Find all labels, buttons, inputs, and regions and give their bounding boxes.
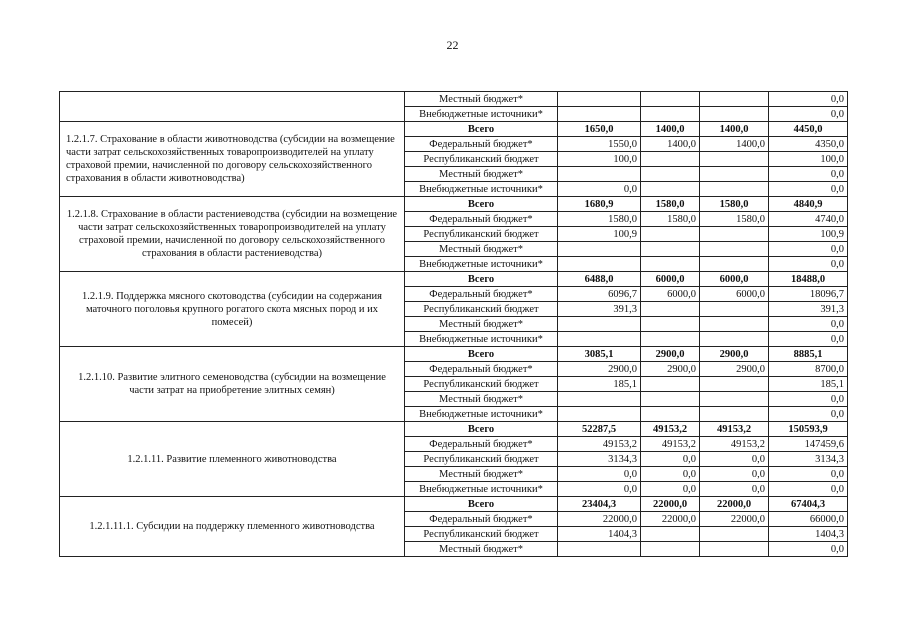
value-cell-col1: 1580,0 bbox=[558, 212, 641, 227]
table-row bbox=[60, 497, 848, 512]
value-cell-col1 bbox=[558, 107, 641, 122]
funding-source-cell: Местный бюджет* bbox=[405, 467, 558, 482]
value-cell-col3: 1400,0 bbox=[700, 137, 769, 152]
funding-source-cell: Всего bbox=[405, 347, 558, 362]
measure-description bbox=[60, 92, 405, 122]
value-cell-col3: 6000,0 bbox=[700, 287, 769, 302]
value-cell-col3 bbox=[700, 377, 769, 392]
value-cell-col2 bbox=[641, 527, 700, 542]
total-value-cell: 0,0 bbox=[769, 182, 848, 197]
value-cell-col2 bbox=[641, 227, 700, 242]
total-value-cell: 8700,0 bbox=[769, 362, 848, 377]
value-cell-col1 bbox=[558, 257, 641, 272]
table-row bbox=[60, 272, 848, 287]
total-value-cell: 0,0 bbox=[769, 542, 848, 557]
value-cell-col3: 0,0 bbox=[700, 467, 769, 482]
value-cell-col2 bbox=[641, 152, 700, 167]
value-cell-col1: 6488,0 bbox=[558, 272, 641, 287]
value-cell-col2 bbox=[641, 392, 700, 407]
value-cell-col2: 22000,0 bbox=[641, 512, 700, 527]
total-value-cell: 4450,0 bbox=[769, 122, 848, 137]
total-value-cell: 66000,0 bbox=[769, 512, 848, 527]
value-cell-col1: 0,0 bbox=[558, 482, 641, 497]
measure-description: 1.2.1.9. Поддержка мясного скотоводства (субсидии на содержания маточного поголовья крупного рогатого скота мясных пород и их помесей) bbox=[60, 272, 405, 347]
measure-description: 1.2.1.10. Развитие элитного семеноводства (субсидии на возмещение части затрат на приобретение элитных семян) bbox=[60, 347, 405, 422]
value-cell-col1: 391,3 bbox=[558, 302, 641, 317]
measure-description: 1.2.1.7. Страхование в области животноводства (субсидии на возмещение части затрат сельскохозяйственных товаропроизводителей на уплату страховой премии, начисленной по договору сельскохозяйственного страхования в области животноводства) bbox=[60, 122, 405, 197]
value-cell-col1: 1650,0 bbox=[558, 122, 641, 137]
value-cell-col3 bbox=[700, 182, 769, 197]
value-cell-col3: 6000,0 bbox=[700, 272, 769, 287]
value-cell-col1: 0,0 bbox=[558, 467, 641, 482]
total-value-cell: 18096,7 bbox=[769, 287, 848, 302]
value-cell-col3: 22000,0 bbox=[700, 512, 769, 527]
funding-source-cell: Местный бюджет* bbox=[405, 242, 558, 257]
table-row bbox=[60, 122, 848, 137]
value-cell-col1 bbox=[558, 407, 641, 422]
total-value-cell: 0,0 bbox=[769, 467, 848, 482]
funding-source-cell: Федеральный бюджет* bbox=[405, 512, 558, 527]
total-value-cell: 3134,3 bbox=[769, 452, 848, 467]
value-cell-col3: 0,0 bbox=[700, 452, 769, 467]
total-value-cell: 0,0 bbox=[769, 257, 848, 272]
value-cell-col2: 22000,0 bbox=[641, 497, 700, 512]
funding-source-cell: Республиканский бюджет bbox=[405, 377, 558, 392]
value-cell-col3 bbox=[700, 317, 769, 332]
value-cell-col2: 1400,0 bbox=[641, 122, 700, 137]
value-cell-col3: 22000,0 bbox=[700, 497, 769, 512]
table-body bbox=[60, 92, 848, 557]
total-value-cell: 0,0 bbox=[769, 392, 848, 407]
value-cell-col2: 6000,0 bbox=[641, 272, 700, 287]
funding-source-cell: Внебюджетные источники* bbox=[405, 182, 558, 197]
funding-source-cell: Республиканский бюджет bbox=[405, 452, 558, 467]
total-value-cell: 0,0 bbox=[769, 317, 848, 332]
value-cell-col3: 1400,0 bbox=[700, 122, 769, 137]
value-cell-col2: 49153,2 bbox=[641, 437, 700, 452]
measure-description: 1.2.1.11. Развитие племенного животноводства bbox=[60, 422, 405, 497]
value-cell-col3 bbox=[700, 392, 769, 407]
value-cell-col1 bbox=[558, 542, 641, 557]
value-cell-col1: 100,0 bbox=[558, 152, 641, 167]
value-cell-col3 bbox=[700, 227, 769, 242]
value-cell-col1: 1404,3 bbox=[558, 527, 641, 542]
value-cell-col2: 0,0 bbox=[641, 467, 700, 482]
value-cell-col3 bbox=[700, 527, 769, 542]
value-cell-col1: 6096,7 bbox=[558, 287, 641, 302]
total-value-cell: 67404,3 bbox=[769, 497, 848, 512]
value-cell-col2: 6000,0 bbox=[641, 287, 700, 302]
value-cell-col1: 1550,0 bbox=[558, 137, 641, 152]
funding-source-cell: Внебюджетные источники* bbox=[405, 407, 558, 422]
funding-source-cell: Внебюджетные источники* bbox=[405, 107, 558, 122]
funding-source-cell: Местный бюджет* bbox=[405, 317, 558, 332]
value-cell-col1 bbox=[558, 332, 641, 347]
funding-source-cell: Внебюджетные источники* bbox=[405, 257, 558, 272]
value-cell-col2: 0,0 bbox=[641, 452, 700, 467]
budget-table bbox=[59, 91, 848, 557]
funding-source-cell: Федеральный бюджет* bbox=[405, 437, 558, 452]
value-cell-col1: 23404,3 bbox=[558, 497, 641, 512]
value-cell-col2 bbox=[641, 167, 700, 182]
value-cell-col1 bbox=[558, 92, 641, 107]
funding-source-cell: Республиканский бюджет bbox=[405, 302, 558, 317]
value-cell-col1: 49153,2 bbox=[558, 437, 641, 452]
page-number: 22 bbox=[446, 38, 459, 52]
value-cell-col3: 49153,2 bbox=[700, 437, 769, 452]
value-cell-col3 bbox=[700, 152, 769, 167]
total-value-cell: 0,0 bbox=[769, 482, 848, 497]
value-cell-col1 bbox=[558, 167, 641, 182]
value-cell-col3: 1580,0 bbox=[700, 197, 769, 212]
total-value-cell: 150593,9 bbox=[769, 422, 848, 437]
value-cell-col2 bbox=[641, 257, 700, 272]
value-cell-col1: 1680,9 bbox=[558, 197, 641, 212]
total-value-cell: 4740,0 bbox=[769, 212, 848, 227]
total-value-cell: 100,0 bbox=[769, 152, 848, 167]
value-cell-col2: 1580,0 bbox=[641, 197, 700, 212]
funding-source-cell: Федеральный бюджет* bbox=[405, 212, 558, 227]
funding-source-cell: Всего bbox=[405, 197, 558, 212]
funding-source-cell: Местный бюджет* bbox=[405, 167, 558, 182]
value-cell-col2: 1580,0 bbox=[641, 212, 700, 227]
value-cell-col1 bbox=[558, 317, 641, 332]
value-cell-col3 bbox=[700, 332, 769, 347]
value-cell-col3: 0,0 bbox=[700, 482, 769, 497]
funding-source-cell: Местный бюджет* bbox=[405, 542, 558, 557]
table-row bbox=[60, 422, 848, 437]
value-cell-col2 bbox=[641, 542, 700, 557]
funding-source-cell: Федеральный бюджет* bbox=[405, 287, 558, 302]
value-cell-col3: 1580,0 bbox=[700, 212, 769, 227]
total-value-cell: 0,0 bbox=[769, 167, 848, 182]
value-cell-col1 bbox=[558, 392, 641, 407]
funding-source-cell: Внебюджетные источники* bbox=[405, 482, 558, 497]
total-value-cell: 4350,0 bbox=[769, 137, 848, 152]
funding-source-cell: Внебюджетные источники* bbox=[405, 332, 558, 347]
total-value-cell: 0,0 bbox=[769, 107, 848, 122]
measure-description: 1.2.1.8. Страхование в области растениеводства (субсидии на возмещение части затрат сельскохозяйственных товаропроизводителей на уплату страховой премии, начисленной по договору сельскохозяйственного страхования в области растениеводства) bbox=[60, 197, 405, 272]
value-cell-col2: 0,0 bbox=[641, 482, 700, 497]
total-value-cell: 147459,6 bbox=[769, 437, 848, 452]
total-value-cell: 0,0 bbox=[769, 332, 848, 347]
value-cell-col1: 2900,0 bbox=[558, 362, 641, 377]
value-cell-col2: 49153,2 bbox=[641, 422, 700, 437]
value-cell-col3 bbox=[700, 302, 769, 317]
total-value-cell: 0,0 bbox=[769, 407, 848, 422]
funding-source-cell: Всего bbox=[405, 422, 558, 437]
value-cell-col2 bbox=[641, 317, 700, 332]
value-cell-col3 bbox=[700, 257, 769, 272]
value-cell-col3: 2900,0 bbox=[700, 347, 769, 362]
funding-source-cell: Всего bbox=[405, 272, 558, 287]
funding-source-cell: Местный бюджет* bbox=[405, 392, 558, 407]
table-row bbox=[60, 197, 848, 212]
value-cell-col1: 0,0 bbox=[558, 182, 641, 197]
total-value-cell: 185,1 bbox=[769, 377, 848, 392]
value-cell-col3 bbox=[700, 242, 769, 257]
total-value-cell: 1404,3 bbox=[769, 527, 848, 542]
total-value-cell: 391,3 bbox=[769, 302, 848, 317]
value-cell-col2 bbox=[641, 107, 700, 122]
value-cell-col3 bbox=[700, 542, 769, 557]
value-cell-col2: 2900,0 bbox=[641, 362, 700, 377]
funding-source-cell: Местный бюджет* bbox=[405, 92, 558, 107]
value-cell-col1 bbox=[558, 242, 641, 257]
total-value-cell: 0,0 bbox=[769, 242, 848, 257]
value-cell-col1: 100,9 bbox=[558, 227, 641, 242]
value-cell-col1: 52287,5 bbox=[558, 422, 641, 437]
measure-description: 1.2.1.11.1. Субсидии на поддержку племенного животноводства bbox=[60, 497, 405, 557]
value-cell-col2 bbox=[641, 332, 700, 347]
value-cell-col2 bbox=[641, 302, 700, 317]
total-value-cell: 8885,1 bbox=[769, 347, 848, 362]
value-cell-col2: 2900,0 bbox=[641, 347, 700, 362]
value-cell-col3 bbox=[700, 407, 769, 422]
total-value-cell: 4840,9 bbox=[769, 197, 848, 212]
value-cell-col3 bbox=[700, 92, 769, 107]
funding-source-cell: Всего bbox=[405, 122, 558, 137]
value-cell-col1: 3134,3 bbox=[558, 452, 641, 467]
value-cell-col1: 185,1 bbox=[558, 377, 641, 392]
value-cell-col2 bbox=[641, 92, 700, 107]
table-row bbox=[60, 92, 848, 107]
funding-source-cell: Всего bbox=[405, 497, 558, 512]
value-cell-col3: 2900,0 bbox=[700, 362, 769, 377]
funding-source-cell: Федеральный бюджет* bbox=[405, 137, 558, 152]
value-cell-col2 bbox=[641, 242, 700, 257]
total-value-cell: 100,9 bbox=[769, 227, 848, 242]
value-cell-col2 bbox=[641, 377, 700, 392]
value-cell-col2: 1400,0 bbox=[641, 137, 700, 152]
funding-source-cell: Республиканский бюджет bbox=[405, 227, 558, 242]
table-row bbox=[60, 347, 848, 362]
total-value-cell: 0,0 bbox=[769, 92, 848, 107]
funding-source-cell: Республиканский бюджет bbox=[405, 527, 558, 542]
value-cell-col3 bbox=[700, 167, 769, 182]
value-cell-col1: 22000,0 bbox=[558, 512, 641, 527]
funding-source-cell: Республиканский бюджет bbox=[405, 152, 558, 167]
funding-source-cell: Федеральный бюджет* bbox=[405, 362, 558, 377]
value-cell-col2 bbox=[641, 182, 700, 197]
value-cell-col2 bbox=[641, 407, 700, 422]
value-cell-col3 bbox=[700, 107, 769, 122]
value-cell-col3: 49153,2 bbox=[700, 422, 769, 437]
value-cell-col1: 3085,1 bbox=[558, 347, 641, 362]
total-value-cell: 18488,0 bbox=[769, 272, 848, 287]
